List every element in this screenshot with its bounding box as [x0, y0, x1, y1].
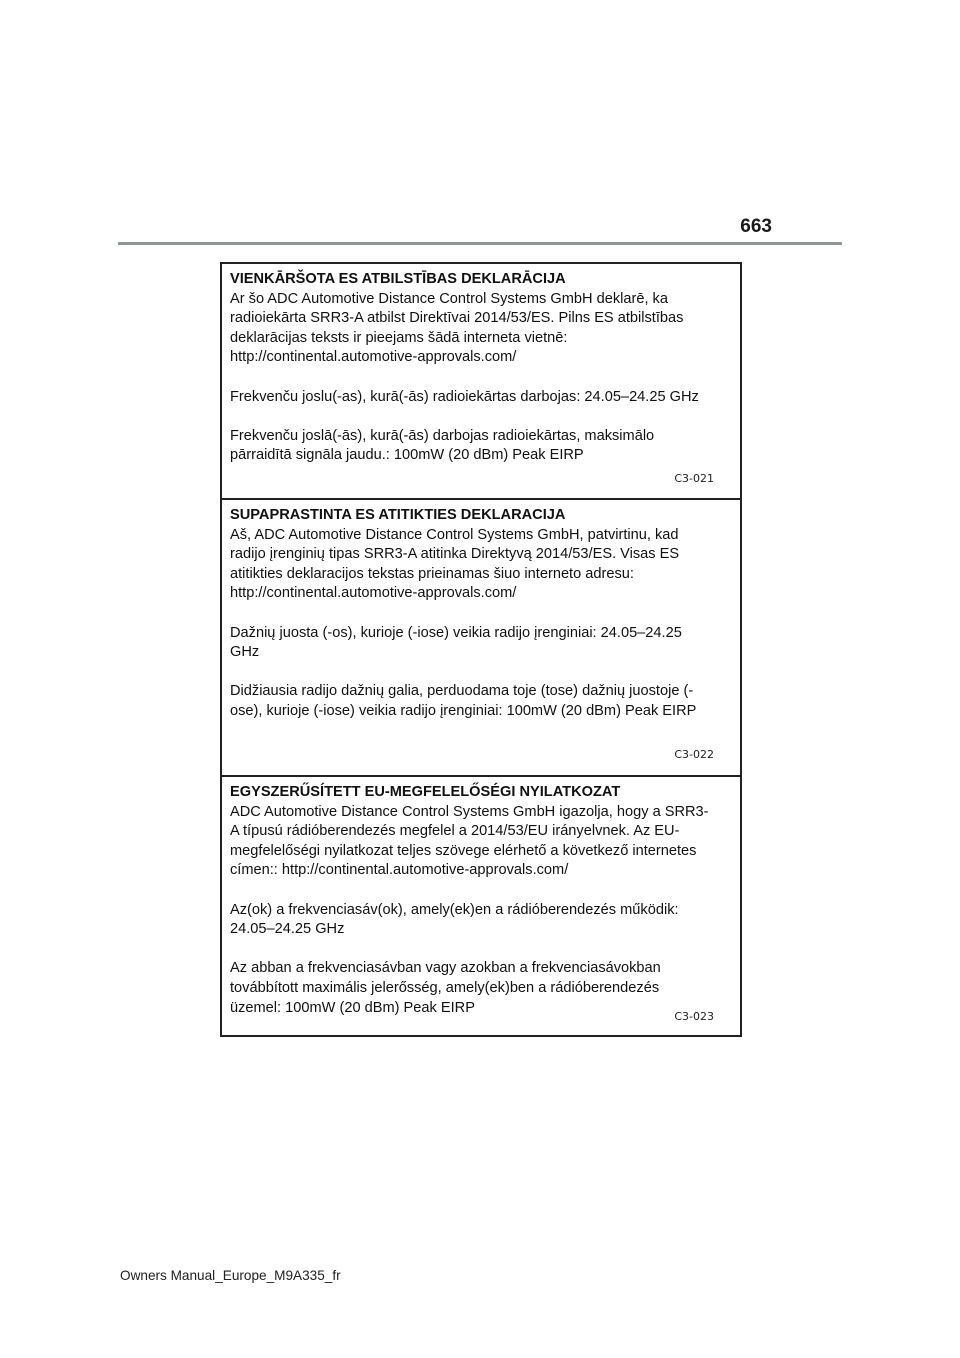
- footer-manual-id: Owners Manual_Europe_M9A335_fr: [120, 1268, 341, 1283]
- declaration-paragraph: Az abban a frekvenciasávban vagy azokban a frekvenciasávokban továbbított maximális jelerősség, amely(ek)ben a rádióberendezés üzemel: 100mW (20 dBm) Peak EIRP: [230, 960, 661, 1016]
- declaration-paragraph: Aš, ADC Automotive Distance Control Systems GmbH, patvirtinu, kad radijo įrenginių tipas SRR3-A atitinka Direktyvą 2014/53/ES. Visas ES atitikties deklaracijos tekstas prieinamas šiuo interneto adresu: http://continental.automotive-approvals.com/: [230, 526, 680, 602]
- declaration-paragraph: Az(ok) a frekvenciasáv(ok), amely(ek)en a rádióberendezés működik: 24.05–24.25 GHz: [230, 901, 679, 938]
- declaration-code: C3-021: [674, 472, 714, 486]
- page-number: 663: [740, 216, 772, 237]
- declaration-paragraph: Frekvenču joslu(-as), kurā(-ās) radioiekārtas darbojas: 24.05–24.25 GHz: [230, 388, 699, 405]
- declaration-code: C3-022: [674, 748, 714, 762]
- declaration-lithuanian: [222, 498, 740, 775]
- header-rule: [118, 242, 842, 245]
- declaration-title: EGYSZERŰSÍTETT EU-MEGFELELŐSÉGI NYILATKOZAT: [230, 784, 621, 800]
- declaration-paragraph: Ar šo ADC Automotive Distance Control Systems GmbH deklarē, ka radioiekārta SRR3-A atbilst Direktīvai 2014/53/ES. Pilns ES atbilstības deklarācijas teksts ir pieejams šādā interneta vietnē: http://continental.automotive-approvals.com/: [230, 290, 684, 366]
- declaration-paragraph: Dažnių juosta (-os), kurioje (-iose) veikia radijo įrenginiai: 24.05–24.25 GHz: [230, 624, 682, 661]
- declaration-title: SUPAPRASTINTA ES ATITIKTIES DEKLARACIJA: [230, 507, 566, 523]
- declaration-title: VIENKĀRŠOTA ES ATBILSTĪBAS DEKLARĀCIJA: [230, 271, 566, 287]
- declaration-latvian: [222, 264, 740, 498]
- declaration-paragraph: Frekvenču joslā(-ās), kurā(-ās) darbojas radioiekārtas, maksimālo pārraidītā signāla jaudu.: 100mW (20 dBm) Peak EIRP: [230, 427, 655, 464]
- declaration-hungarian: [222, 775, 740, 1035]
- declarations-box: [220, 262, 742, 1037]
- declaration-paragraph: ADC Automotive Distance Control Systems GmbH igazolja, hogy a SRR3-A típusú rádióberendezés megfelel a 2014/53/EU irányelvnek. Az EU-megfelelőségi nyilatkozat teljes szövege elérhető a következő internetes címen:: http://continental.automotive-approvals.com/: [230, 803, 709, 879]
- declaration-paragraph: Didžiausia radijo dažnių galia, perduodama toje (tose) dažnių juostoje (-ose), kurioje (-iose) veikia radijo įrenginiai: 100mW (20 dBm) Peak EIRP: [230, 683, 697, 719]
- declaration-code: C3-023: [674, 1010, 714, 1024]
